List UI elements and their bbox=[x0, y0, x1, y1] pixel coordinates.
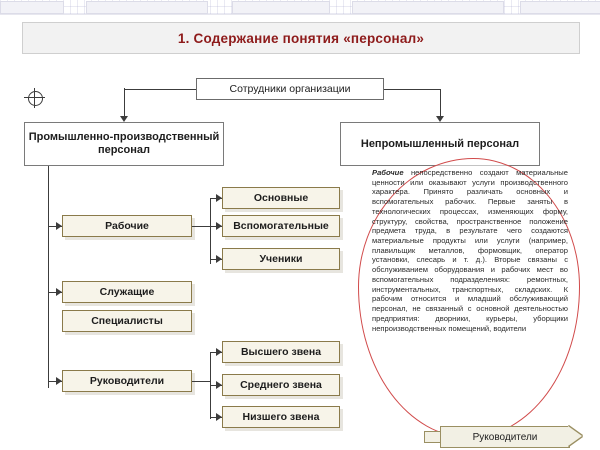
node-ucheniki[interactable] bbox=[222, 248, 340, 270]
node-srednego-zvena-label: Среднего звена bbox=[240, 378, 322, 391]
band-block bbox=[0, 1, 64, 14]
link-rabochie-h bbox=[192, 226, 210, 227]
node-nonindustrial-personnel[interactable] bbox=[340, 122, 540, 166]
node-srednego-zvena[interactable] bbox=[222, 374, 340, 396]
link-ruk-h bbox=[192, 381, 210, 382]
link-root-right-h bbox=[384, 89, 440, 90]
node-nonindustrial-personnel-label: Непромышленный персонал bbox=[360, 137, 520, 150]
link-rabochie-v bbox=[210, 198, 211, 264]
node-osnovnye-label: Основные bbox=[253, 191, 309, 204]
node-vspomogatelnye[interactable] bbox=[222, 215, 340, 237]
node-root-label: Сотрудники организации bbox=[229, 82, 351, 95]
spine-vertical bbox=[48, 166, 49, 388]
node-vspomogatelnye-label: Вспомогательные bbox=[233, 219, 329, 232]
callout-text bbox=[372, 168, 568, 430]
node-rabochie[interactable] bbox=[62, 215, 192, 237]
node-vysshego-zvena-label: Высшего звена bbox=[240, 345, 322, 358]
node-osnovnye[interactable] bbox=[222, 187, 340, 209]
band-block bbox=[352, 1, 504, 14]
node-specialisty[interactable] bbox=[62, 310, 192, 332]
node-specialisty-label: Специалисты bbox=[91, 314, 163, 327]
node-industrial-personnel[interactable] bbox=[24, 122, 224, 166]
decorative-top-band bbox=[0, 0, 600, 15]
band-block bbox=[232, 1, 330, 14]
callout-lead: Рабочие bbox=[372, 168, 404, 177]
node-nizshego-zvena[interactable] bbox=[222, 406, 340, 428]
node-rukovoditeli-label: Руководители bbox=[89, 374, 165, 387]
banner-arrow-icon bbox=[568, 426, 582, 446]
node-root-employees[interactable] bbox=[196, 78, 384, 100]
node-rukovoditeli[interactable] bbox=[62, 370, 192, 392]
anchor-cross-v bbox=[34, 88, 35, 108]
link-root-left-h bbox=[124, 89, 196, 90]
band-block bbox=[520, 1, 600, 14]
node-ucheniki-label: Ученики bbox=[259, 252, 303, 265]
bottom-banner-label: Руководители bbox=[472, 431, 538, 443]
node-nizshego-zvena-label: Низшего звена bbox=[242, 410, 320, 423]
band-block bbox=[86, 1, 208, 14]
node-sluzhashchie[interactable] bbox=[62, 281, 192, 303]
node-vysshego-zvena[interactable] bbox=[222, 341, 340, 363]
bottom-banner[interactable] bbox=[440, 426, 570, 448]
anchor-circle-icon bbox=[28, 91, 43, 106]
node-rabochie-label: Рабочие bbox=[105, 219, 149, 232]
slide-title-bar bbox=[22, 22, 580, 54]
link-root-left-v bbox=[124, 89, 125, 118]
node-sluzhashchie-label: Служащие bbox=[99, 285, 155, 298]
page-title: 1. Содержание понятия «персонал» bbox=[177, 30, 425, 46]
node-industrial-personnel-label: Промышленно-производственный персонал bbox=[28, 131, 220, 156]
callout-body: непосредственно создают материальные ценности или оказывают услуги производственного характера. Принято различать основных и вспомогательных рабочих. Первые заняты в технологических процессах, изменяющих форму, структуру, свойства, пространственное положение предмета труда, в результате чего создаются материальные продукты или услуги (например, плавильщик металлов, формовщик, оператор установки, слесарь и т. д.). Вторые связаны с обслуживанием оборудования и рабочих мест во вспомогательных подразделениях: ремонтных, инструментальных, транспортных, складских. К рабочим относится и младший обслуживающий персонал, не связанный с основной деятельностью предприятия: дворники, курьеры, уборщики непроизводственных помещений, водители bbox=[372, 168, 568, 333]
link-root-right-v bbox=[440, 89, 441, 118]
